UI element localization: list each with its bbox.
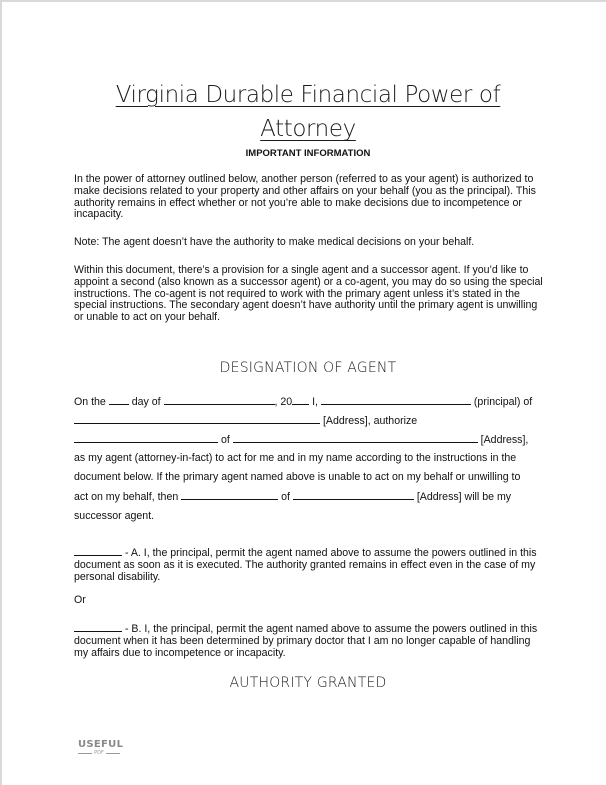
intro-paragraph: In the power of attorney outlined below, another person (referred to as your agent) is authorized to make decisions related to your property and other affairs on your behalf (you as the principal). This authority remains in effect whether or not you’re able to make decisions due to incompetence or incapacity. xyxy=(74,173,536,221)
year-blank[interactable] xyxy=(292,394,309,405)
option-a-paragraph xyxy=(74,545,544,583)
important-information-heading: IMPORTANT INFORMATION xyxy=(245,148,371,159)
principal-address-blank[interactable] xyxy=(74,413,320,424)
designation-line-7: successor agent. xyxy=(74,510,155,522)
option-a-initial-blank[interactable] xyxy=(74,545,122,556)
document-title-line-1: Virginia Durable Financial Power of xyxy=(115,82,501,108)
option-b-paragraph xyxy=(74,621,544,659)
designation-text: (principal) of xyxy=(470,396,533,408)
principal-name-blank[interactable] xyxy=(321,394,471,405)
document-title-line-2: Attorney xyxy=(260,116,356,142)
authority-granted-heading: AUTHORITY GRANTED xyxy=(229,675,387,691)
watermark-sub-text: PDF xyxy=(94,750,104,756)
designation-text: act on my behalf, then xyxy=(74,491,182,503)
designation-of-agent-heading: DESIGNATION OF AGENT xyxy=(219,360,397,376)
month-blank[interactable] xyxy=(164,394,275,405)
designation-text: [Address], xyxy=(477,434,529,446)
watermark-brand: USEFUL xyxy=(78,739,124,750)
option-a-text: - A. I, the principal, permit the agent named above to assume the powers outlined in this document as soon as it is executed. The authority granted remains in effect even in the case of my personal disability. xyxy=(74,547,537,583)
or-label: Or xyxy=(74,594,86,606)
designation-line-3 xyxy=(74,432,549,447)
successor-info-paragraph: Within this document, there’s a provision for a single agent and a successor agent. If you’d like to appoint a second (also known as a successor agent) or a co-agent, you may do so using the special instructions. The co-agent is not required to work with the primary agent unless it’s stated in the special instructions. The secondary agent doesn’t have authority until the primary agent is unwilling or unable to act on your behalf. xyxy=(74,264,543,324)
designation-text: day of xyxy=(128,396,164,408)
option-b-text: - B. I, the principal, permit the agent named above to assume the powers outlined in this document when it has been determined by primary doctor that I am no longer capable of handling my affairs due to incompetence or incapacity. xyxy=(74,623,538,659)
designation-line-4: as my agent (attorney-in-fact) to act for me and in my name according to the instructions in the xyxy=(74,452,517,464)
successor-address-blank[interactable] xyxy=(293,489,414,500)
designation-text: [Address] will be my xyxy=(413,491,512,503)
designation-text: On the xyxy=(74,396,109,408)
day-blank[interactable] xyxy=(109,394,129,405)
agent-name-blank[interactable] xyxy=(74,432,218,443)
usefulpdf-logo-icon xyxy=(78,739,124,763)
note-paragraph: Note: The agent doesn’t have the authority to make medical decisions on your behalf. xyxy=(74,236,475,248)
designation-text: , 20 xyxy=(274,396,293,408)
designation-text: of xyxy=(278,491,293,503)
designation-line-6 xyxy=(74,489,549,504)
option-b-initial-blank[interactable] xyxy=(74,621,122,632)
designation-line-1 xyxy=(74,394,549,409)
designation-line-2 xyxy=(74,413,549,428)
designation-text: I, xyxy=(309,396,321,408)
successor-name-blank[interactable] xyxy=(181,489,278,500)
watermark-sub xyxy=(78,750,120,756)
designation-text: of xyxy=(218,434,233,446)
designation-line-5: document below. If the primary agent named above is unable to act on my behalf or unwilling to xyxy=(74,471,521,483)
designation-text: [Address], authorize xyxy=(320,415,418,427)
agent-address-blank[interactable] xyxy=(233,432,478,443)
